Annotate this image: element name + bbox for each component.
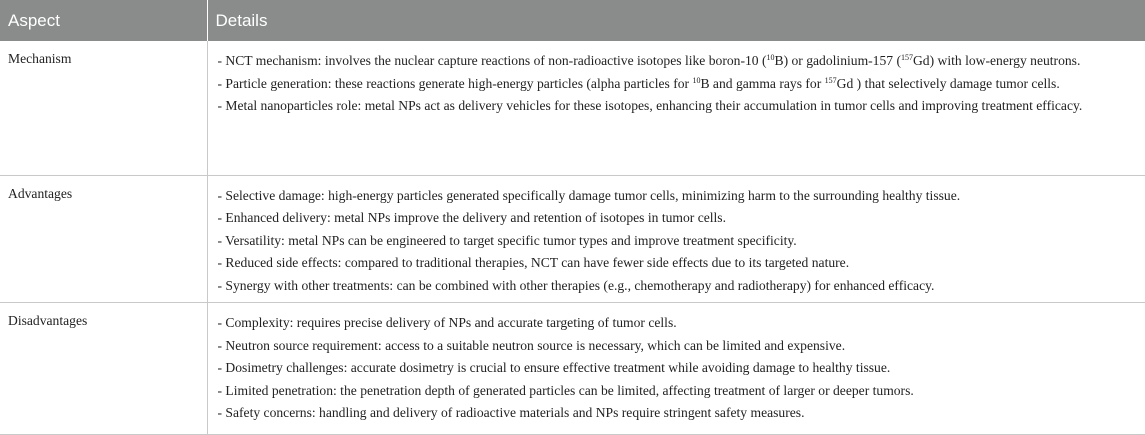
isotope-superscript: 10 [692,75,701,85]
table-header [0,0,1145,41]
detail-line-dosimetry: - Dosimetry challenges: accurate dosimetry is crucial to ensure effective treatment while avoiding damage to healthy tissue. [217,360,891,375]
detail-line-versatility: - Versatility: metal NPs can be engineered to target specific tumor types and improve treatment specificity. [217,232,797,248]
detail-line-reduced-side-effects: - Reduced side effects: compared to traditional therapies, NCT can have fewer side effects due to its targeted nature. [217,255,850,270]
detail-text: - Particle generation: these reactions generate high-energy particles (alpha particles for [217,75,693,91]
details-cell-advantages [207,175,1145,303]
aspect-cell-advantages: Advantages [0,175,207,303]
table-row-mechanism [0,41,1145,175]
table-row-disadvantages [0,303,1145,435]
detail-line-synergy: - Synergy with other treatments: can be combined with other therapies (e.g., chemotherapy and radiotherapy) for enhanced efficacy. [217,277,935,293]
header-details: Details [207,0,1145,41]
detail-text: - NCT mechanism: involves the nuclear capture reactions of non-radioactive isotopes like boron-10 ( [217,53,767,68]
detail-text: B) or gadolinium-157 ( [774,53,901,68]
isotope-superscript: 157 [824,75,837,85]
table-row-advantages [0,175,1145,303]
detail-line-safety-concerns: - Safety concerns: handling and delivery of radioactive materials and NPs require stringent safety measures. [217,405,805,420]
details-cell-disadvantages [207,303,1145,435]
details-cell-mechanism [207,41,1145,175]
isotope-superscript: 10 [766,53,775,62]
detail-text: Gd) with low-energy neutrons. [912,53,1081,68]
detail-line-particle-generation [218,73,1136,96]
table-body [0,41,1145,435]
detail-line-nanoparticles-role: - Metal nanoparticles role: metal NPs act as delivery vehicles for these isotopes, enhancing their accumulation in tumor cells and improving treatment efficacy. [217,98,1083,113]
detail-line-enhanced-delivery: - Enhanced delivery: metal NPs improve the delivery and retention of isotopes in tumor cells. [217,210,726,225]
detail-line-nct-mechanism [218,50,1136,73]
detail-line-selective-damage: - Selective damage: high-energy particles generated specifically damage tumor cells, minimizing harm to the surrounding healthy tissue. [217,187,961,203]
detail-text: B and gamma rays for [700,75,825,91]
isotope-superscript: 157 [900,53,913,62]
aspect-cell-disadvantages: Disadvantages [0,303,207,435]
detail-line-complexity: - Complexity: requires precise delivery of NPs and accurate targeting of tumor cells. [217,315,677,330]
detail-text: Gd ) that selectively damage tumor cells. [836,75,1060,91]
detail-line-neutron-source: - Neutron source requirement: access to a suitable neutron source is necessary, which can be limited and expensive. [217,337,846,353]
aspect-cell-mechanism: Mechanism [0,41,207,175]
header-row [0,0,1145,41]
header-aspect: Aspect [0,0,207,41]
detail-line-limited-penetration: - Limited penetration: the penetration depth of generated particles can be limited, affecting treatment of larger or deeper tumors. [217,382,914,398]
